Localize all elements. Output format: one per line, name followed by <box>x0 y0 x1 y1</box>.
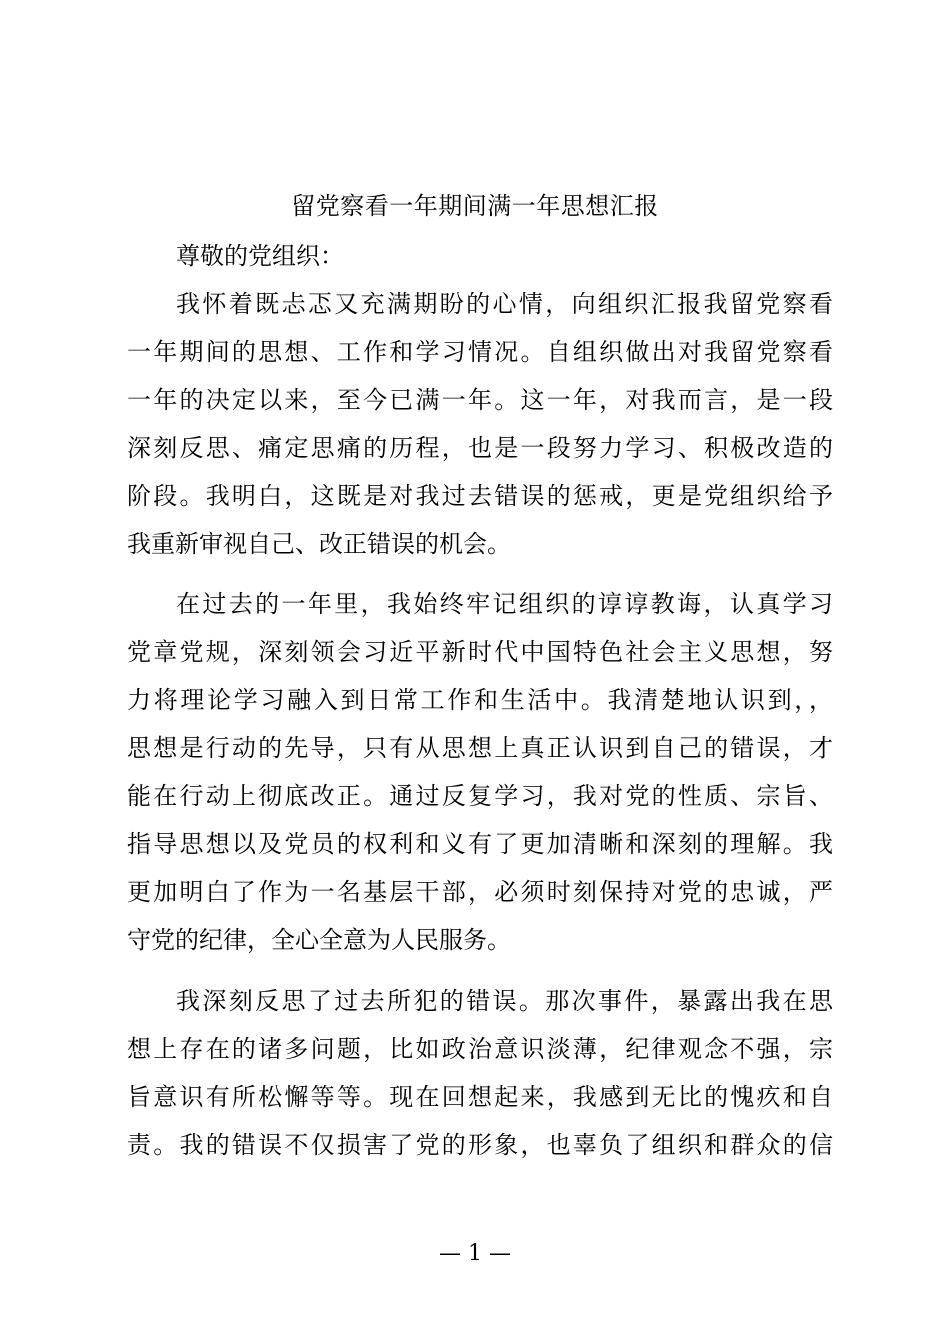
paragraph-line: 想上存在的诸多问题，比如政治意识淡薄，纪律观念不强，宗 <box>127 1035 833 1063</box>
paragraph-line: 思想是行动的先导，只有从思想上真正认识到自己的错误，才 <box>127 734 833 762</box>
paragraph-line: 我深刻反思了过去所犯的错误。那次事件，暴露出我在思 <box>176 987 833 1015</box>
salutation: 尊敬的党组织： <box>176 242 344 270</box>
paragraph-line: 能在行动上彻底改正。通过反复学习，我对党的性质、宗旨、 <box>127 782 833 810</box>
page-number: — 1 — <box>439 1241 511 1266</box>
paragraph-line: 党章党规，深刻领会习近平新时代中国特色社会主义思想，努 <box>127 638 833 666</box>
paragraph-line: 阶段。我明白，这既是对我过去错误的惩戒，更是党组织给予 <box>127 482 833 510</box>
paragraph-line: 守党的纪律，全心全意为人民服务。 <box>127 926 511 954</box>
paragraph-line: 一年的决定以来，至今已满一年。这一年，对我而言，是一段 <box>127 386 833 414</box>
paragraph-line: 我重新审视自己、改正错误的机会。 <box>127 530 511 558</box>
paragraph-line: 指导思想以及党员的权利和义有了更加清晰和深刻的理解。我 <box>127 830 833 858</box>
paragraph-line: 责。我的错误不仅损害了党的形象，也辜负了组织和群众的信 <box>127 1131 833 1159</box>
paragraph-line: 深刻反思、痛定思痛的历程，也是一段努力学习、积极改造的 <box>127 434 833 462</box>
paragraph-line: 旨意识有所松懈等等。现在回想起来，我感到无比的愧疚和自 <box>127 1083 833 1111</box>
paragraph-3 <box>127 977 833 1169</box>
paragraph-line: 更加明白了作为一名基层干部，必须时刻保持对党的忠诚，严 <box>127 878 833 906</box>
paragraph-line: 在过去的一年里，我始终牢记组织的谆谆教诲，认真学习 <box>176 590 833 618</box>
paragraph-1 <box>127 280 833 568</box>
paragraph-line: 力将理论学习融入到日常工作和生活中。我清楚地认识到，， <box>127 686 833 714</box>
document-title: 留党察看一年期间满一年思想汇报 <box>291 192 659 220</box>
paragraph-line: 我怀着既忐忑又充满期盼的心情，向组织汇报我留党察看 <box>176 290 833 318</box>
paragraph-2 <box>127 580 833 964</box>
paragraph-line: 一年期间的思想、工作和学习情况。自组织做出对我留党察看 <box>127 338 833 366</box>
